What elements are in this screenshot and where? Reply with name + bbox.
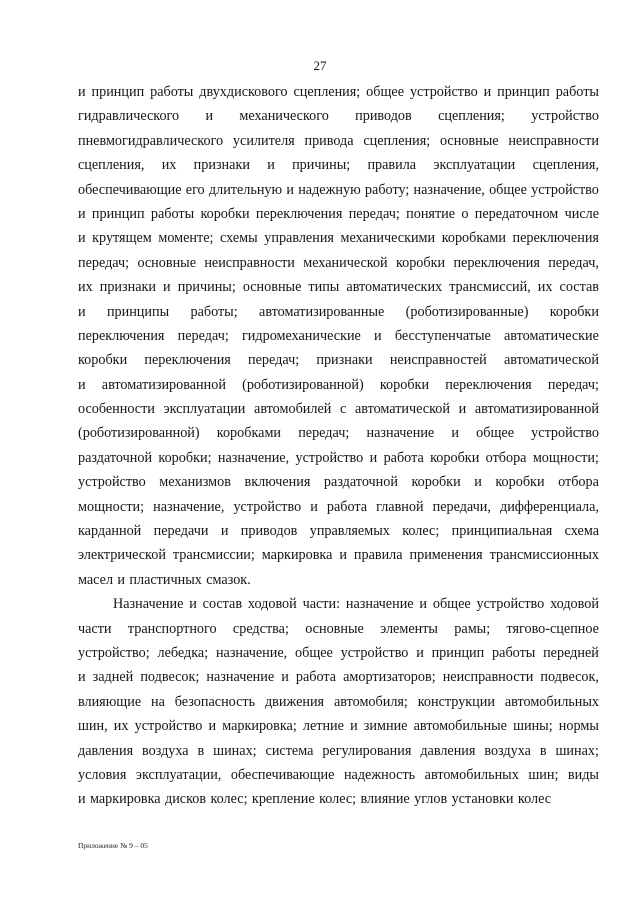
- text-line: и автоматизированной (роботизированной) коробки переключения передач;: [78, 376, 599, 393]
- text-line: раздаточной коробки; назначение, устройство и работа коробки отбора мощности;: [78, 449, 599, 466]
- text-line: условия эксплуатации, обеспечивающие надежность автомобильных шин; виды: [78, 766, 599, 783]
- text-line: и задней подвесок; назначение и работа амортизаторов; неисправности подвесок,: [78, 669, 599, 686]
- text-line: электрической трансмиссии; маркировка и правила применения трансмиссионных: [78, 547, 599, 564]
- text-line: переключения передач; гидромеханические и бесступенчатые автоматические: [78, 327, 599, 344]
- text-line: Назначение и состав ходовой части: назначение и общее устройство ходовой: [113, 596, 599, 613]
- text-line: устройство механизмов включения раздаточной коробки и коробки отбора: [78, 474, 599, 491]
- text-line: (роботизированной) коробками передач; назначение и общее устройство: [78, 425, 599, 442]
- text-line: масел и пластичных смазок.: [78, 571, 251, 588]
- text-line: и крутящем моменте; схемы управления механическими коробками переключения: [78, 230, 599, 247]
- text-line: влияющие на безопасность движения автомобиля; конструкции автомобильных: [78, 693, 599, 710]
- text-line: передач; основные неисправности механической коробки переключения передач,: [78, 254, 599, 271]
- text-line: давления воздуха в шинах; система регулирования давления воздуха в шинах;: [78, 742, 599, 759]
- text-line: части транспортного средства; основные элементы рамы; тягово-сцепное: [78, 620, 599, 637]
- text-line: устройство; лебедка; назначение, общее устройство и принцип работы передней: [78, 644, 599, 661]
- text-line: обеспечивающие его длительную и надежную работу; назначение, общее устройство: [78, 181, 599, 198]
- text-line: и принцип работы коробки переключения передач; понятие о передаточном числе: [78, 205, 599, 222]
- text-line: их признаки и причины; основные типы автоматических трансмиссий, их состав: [78, 279, 599, 296]
- text-line: и принципы работы; автоматизированные (роботизированные) коробки: [78, 303, 599, 320]
- text-line: карданной передачи и приводов управляемых колес; принципиальная схема: [78, 523, 599, 540]
- text-line: коробки переключения передач; признаки неисправностей автоматической: [78, 352, 599, 369]
- page-number: 27: [313, 58, 327, 73]
- text-line: и принцип работы двухдискового сцепления; общее устройство и принцип работы: [78, 84, 599, 100]
- body-text: [78, 80, 599, 812]
- text-line: и маркировка дисков колес; крепление колес; влияние углов установки колес: [78, 791, 552, 808]
- text-line: мощности; назначение, устройство и работа главной передачи, дифференциала,: [78, 498, 599, 515]
- text-line: шин, их устройство и маркировка; летние и зимние автомобильные шины; нормы: [78, 718, 599, 735]
- footer-note: Приложение № 9 – 05: [78, 841, 148, 850]
- text-line: пневмогидравлического усилителя привода сцепления; основные неисправности: [78, 132, 599, 149]
- text-line: особенности эксплуатации автомобилей с автоматической и автоматизированной: [78, 401, 599, 418]
- text-line: гидравлического и механического приводов сцепления; устройство: [78, 108, 599, 125]
- text-line: сцепления, их признаки и причины; правила эксплуатации сцепления,: [78, 157, 599, 174]
